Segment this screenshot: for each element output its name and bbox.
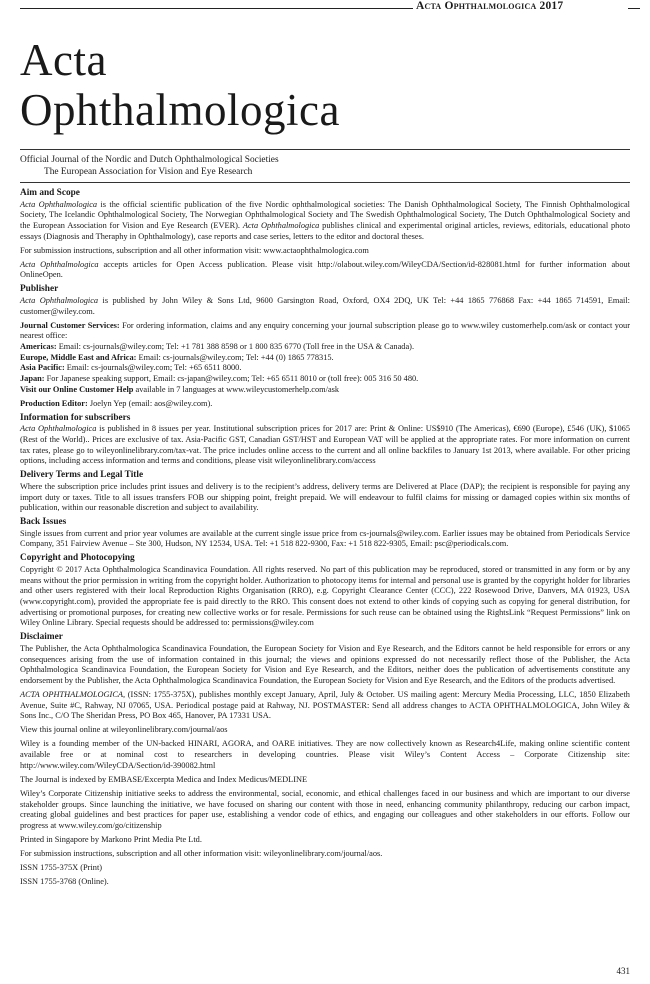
journal-name: Acta Ophthalmologica — [20, 199, 98, 209]
back-issues-paragraph: Single issues from current and prior year volumes are available at the current single issue price from cs-journals@wiley.com. Earlier issues may be obtained from Periodicals Service Company, 351 Fairview Avenue – Ste 300, Hudson, NY 12534, USA. Tel: +1 518 822-9300, Fax: +1 518 822-9305, Email: psc@periodicals.com. — [20, 528, 630, 549]
aim-paragraph: Acta Ophthalmologica is the official scientific publication of the five Nordic ophthalmological societies: The Danish Ophthalmological Society, The Finnish Ophthalmological Society, The Icelandic Ophthalmological Society, The Norwegian Ophthalmological Society and The Swedish Ophthalmological Society, The Dutch Ophthalmological Society and the European Association for Vision and Eye Research (EVER). Acta Ophthalmologica publishes clinical and experimental original articles, reviews, editorials, educational photo essays (Diagnosis and Theraphy in Ophthalmology), case reports and case series, letters to the editor and doctoral theses. — [20, 199, 631, 241]
masthead-line-2: Ophthalmologica — [20, 85, 340, 135]
journal-name: Acta Ophthalmologica — [242, 220, 320, 230]
page-number: 431 — [616, 966, 630, 976]
delivery-paragraph: Where the subscription price includes print issues and delivery is to the recipient’s address, delivery terms are Delivered at Place (DAP); the recipient is responsible for paying any import duty or taxes. Title to all issues transfers FOB our shipping point, freight prepaid. We will endeavour to fulfil claims for missing or damaged copies within six months of publication, within our reasonable discretion and subject to availability. — [20, 481, 630, 513]
subscribers-heading: Information for subscribers — [20, 412, 131, 423]
masthead-divider — [20, 149, 630, 150]
subtitle-divider — [20, 182, 630, 183]
indexed-paragraph: The Journal is indexed by EMBASE/Excerpta Medica and Index Medicus/MEDLINE — [20, 774, 308, 784]
header-rule-right — [628, 8, 640, 9]
subtitle-line-1: Official Journal of the Nordic and Dutch Ophthalmological Societies — [20, 155, 279, 165]
submission-paragraph: For submission instructions, subscription and all other information visit: wileyonlinelibrary.com/journal/aos. — [20, 849, 383, 858]
running-head — [0, 0, 650, 14]
disclaimer-heading: Disclaimer — [20, 632, 63, 643]
journal-name: Acta Ophthalmologica — [20, 295, 99, 305]
issn-print: ISSN 1755-375X (Print) — [20, 863, 103, 872]
publisher-heading: Publisher — [20, 284, 59, 295]
delivery-heading: Delivery Terms and Legal Title — [20, 470, 144, 481]
journal-name: Acta Ophthalmologica — [20, 259, 99, 269]
customer-services-label: Journal Customer Services: — [20, 320, 120, 330]
issn-online: ISSN 1755-3768 (Online). — [20, 877, 109, 886]
customer-japan: Japan: For Japanese speaking support, Email: cs-japan@wiley.com; Tel: +65 6511 8010 or (toll free): 005 316 50 480. — [20, 374, 419, 384]
journal-name-caps: ACTA OPHTHALMOLOGICA, — [20, 690, 126, 700]
header-rule-left — [20, 8, 413, 9]
customer-asia: Asia Pacific: Email: cs-journals@wiley.com; Tel: +65 6511 8000. — [20, 363, 242, 373]
publisher-paragraph: Acta Ophthalmologica is published by John Wiley & Sons Ltd, 9600 Garsington Road, Oxford, OX4 2DQ, UK Tel: +44 1865 776868 Fax: +44 1865 714591, Email: customer@wiley.com. — [20, 295, 630, 316]
back-issues-heading: Back Issues — [20, 517, 67, 528]
printed-paragraph: Printed in Singapore by Markono Print Media Pte Ltd. — [20, 835, 202, 844]
copyright-heading: Copyright and Photocopying — [20, 553, 135, 564]
running-head-title: Acta Ophthalmologica 2017 — [416, 0, 564, 12]
open-access-paragraph: Acta Ophthalmologica accepts articles for Open Access publication. Please visit http://olabout.wiley.com/WileyCDA/Section/id-828081.html for further information about OnlineOpen. — [20, 259, 631, 280]
masthead-line-1: Acta — [20, 35, 107, 85]
citizenship-paragraph: Wiley’s Corporate Citizenship initiative seeks to address the environmental, social, economic, and ethical challenges faced in our business and which are important to our diverse stakeholder groups. Since launching the initiative, we have focused on sharing our content with those in need, enhancing community philanthropy, reducing our carbon impact, creating global guidelines and best practices for paper use, establishing a vendor code of ethics, and engaging our colleagues and other stakeholders in our efforts. Follow our progress at www.wiley.com/go/citizenship — [20, 788, 630, 830]
imprint-content — [20, 187, 630, 891]
research4life-paragraph: Wiley is a founding member of the UN-backed HINARI, AGORA, and OARE initiatives. They are now collectively known as Research4Life, making online scientific content available free or at nominal cost to researchers in developing countries. Please visit Wiley’s Content Access – Corporate Citizenship site: http://www.wiley.com/WileyCDA/Section/id-390082.html — [20, 739, 630, 770]
online-link: View this journal online at wileyonlinelibrary.com/journal/aos — [20, 725, 228, 735]
subtitle-line-2: The European Association for Vision and Eye Research — [44, 167, 253, 177]
journal-masthead — [20, 35, 630, 135]
journal-subtitle — [20, 154, 279, 178]
disclaimer-paragraph: The Publisher, the Acta Ophthalmologica Scandinavica Foundation, the European Society for Vision and Eye Research, and the Editors cannot be held responsible for errors or any consequences arising from the use of information contained in this journal; the views and opinions expressed do not necessarily reflect those of the Publisher, the Acta Ophthalmologica Scandinavica Foundation, the European Society for Vision and Eye Research, and the Editors, neither does the publication of advertisements constitute any endorsement by the Publisher, the Acta Ophthalmologica Scandinavica Foundation, the European Society for Vision and Eye Research, and the Editors of the products advertised. — [20, 643, 630, 686]
aim-heading: Aim and Scope — [20, 188, 80, 198]
production-editor: Production Editor: Joelyn Yep (email: aos@wiley.com). — [20, 398, 213, 408]
subscribers-paragraph: Acta Ophthalmologica is published in 8 issues per year. Institutional subscription prices for 2017 are: Print & Online: US$910 (The Americas), €690 (Europe), £546 (UK), $1065 (Rest of the World).. Prices are exclusive of tax. Asia-Pacific GST, Canadian GST/HST and European VAT will be applied at the appropriate rates. For more information on current tax rates, please go to wileyonlinelibrary.com/tax-vat. The price includes online access to the current and all online backfiles to January 1st 2013, where available. For other pricing options, including access information and terms and conditions, please visit wileyonlinelibrary.com/access — [20, 424, 630, 466]
customer-services-paragraph: Journal Customer Services: For ordering information, claims and any enquiry concerning your journal subscription please go to www.wiley customerhelp.com/ask or contact your nearest office: — [20, 320, 630, 341]
mailing-paragraph: ACTA OPHTHALMOLOGICA, (ISSN: 1755-375X), publishes monthly except January, April, July & October. US mailing agent: Mercury Media Processing, LLC, 1850 Elizabeth Avenue, Suite #C, Rahway, NJ 07065, USA. Periodical postage paid at Rahway, NJ. POSTMASTER: Send all address changes to ACTA OPHTHALMOLOGICA, John Wiley & Sons Inc., C/O The Sheridan Press, PO Box 465, Hanover, PA 17331 USA. — [20, 690, 630, 721]
aim-info-link: For submission instructions, subscription and all other information visit: www.actaophthalmologica.com — [20, 245, 369, 255]
customer-europe: Europe, Middle East and Africa: Email: cs-journals@wiley.com; Tel: +44 (0) 1865 778315. — [20, 352, 334, 362]
copyright-paragraph: Copyright © 2017 Acta Ophthalmologica Scandinavica Foundation. All rights reserved. No part of this publication may be reproduced, stored or transmitted in any form or by any means without the prior permission in writing from the copyright holder. Authorization to photocopy items for internal and personal use is granted by the copyright holder for libraries and other users registered with their local Reproduction Rights Organisation (RRO), e.g. Copyright Clearance Center (CCC), 222 Rosewood Drive, Danvers, MA 01923, USA (www.copyright.com), provided the appropriate fee is paid directly to the RRO. This consent does not extend to other kinds of copying such as copying for general distribution, for advertising or promotional purposes, for creating new collective works or for resale. Permissions for such reuse can be obtained using the RightsLink “Request Permissions” link on Wiley Online Library. Special requests should be addressed to: permissions@wiley.com — [20, 564, 630, 628]
customer-americas: Americas: Email: cs-journals@wiley.com; Tel: +1 781 388 8598 or 1 800 835 6770 (Toll free in the USA & Canada). — [20, 341, 415, 351]
journal-name: Acta Ophthalmologica — [20, 424, 97, 434]
customer-help: Visit our Online Customer Help available in 7 languages at www.wileycustomerhelp.com/ask — [20, 384, 340, 394]
